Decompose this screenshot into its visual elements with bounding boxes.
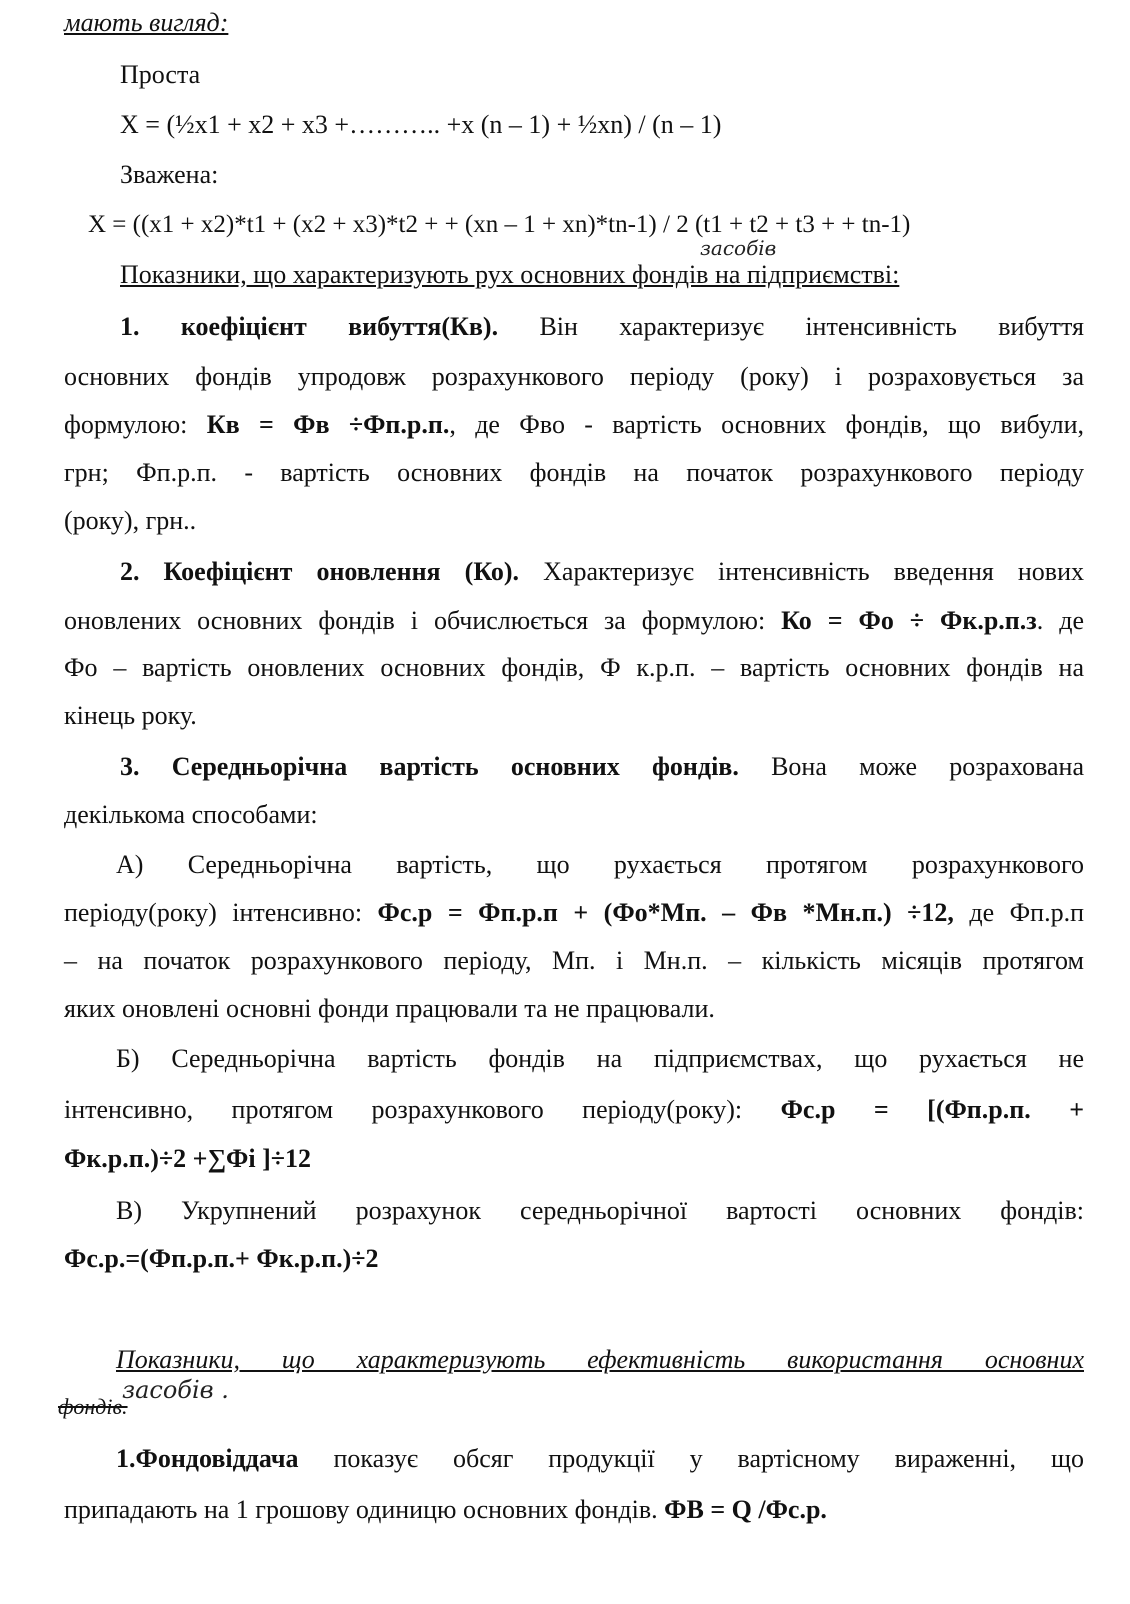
itemA-line3: – на початок розрахункового періоду, Мп. і Мн.п. – кількість місяців протягом	[64, 946, 1084, 975]
item1-title: 1. коефіцієнт вибуття(Кв).	[120, 312, 499, 341]
fv-formula: ФВ = Q /Фс.р.	[664, 1495, 827, 1524]
itemB-formula-part1: Фс.р = [(Фп.р.п. +	[780, 1095, 1085, 1124]
handwritten-note-2: засобів .	[122, 1376, 229, 1404]
top-heading: мають вигляд:	[64, 8, 229, 37]
item1-formula: Кв = Фв ÷Фп.р.п.	[206, 410, 450, 439]
itemA-formula: Фс.р = Фп.р.п + (Фо*Мп. – Фв *Мн.п.) ÷12,	[377, 898, 954, 927]
fv-line2	[64, 1495, 827, 1525]
itemB-line3	[64, 1144, 311, 1174]
fv-title: 1.Фондовіддача	[116, 1444, 299, 1473]
weighted-label: Зважена:	[120, 160, 219, 189]
item2-line2-b: . де	[1036, 606, 1084, 635]
itemA-line2	[64, 898, 1084, 928]
item2-line3: Фо – вартість оновлених основних фондів, Ф к.р.п. – вартість основних фондів на	[64, 653, 1084, 682]
handwritten-note-1: засобів	[700, 236, 777, 260]
item1-line1	[64, 312, 1084, 342]
item2-formula: Ко = Фо ÷ Фк.р.п.з	[781, 606, 1037, 635]
item3-line2: декількома способами:	[64, 800, 318, 829]
item1-line4: грн; Фп.р.п. - вартість основних фондів на початок розрахункового періоду	[64, 458, 1084, 487]
itemA-line2-a: періоду(року) інтенсивно:	[64, 898, 363, 927]
itemB-line2	[64, 1095, 1084, 1125]
weighted-formula: X = ((x1 + x2)*t1 + (x2 + x3)*t2 + + (xn – 1 + xn)*tn-1) / 2 (t1 + t2 + t3 + + tn-1)	[88, 211, 911, 238]
item2-line1	[64, 557, 1084, 587]
item2-title: 2. Коефіцієнт оновлення (Ко).	[120, 557, 520, 586]
item1-line5: (року), грн..	[64, 506, 197, 535]
item3-line1	[64, 752, 1084, 782]
item2-line4: кінець року.	[64, 701, 197, 730]
item2-line2	[64, 606, 1084, 636]
itemV-line2	[64, 1244, 379, 1274]
movement-heading: Показники, що характеризують рух основних фондів на підприємстві:	[120, 260, 900, 289]
item1-line3	[64, 410, 1084, 440]
item3-title: 3. Середньорічна вартість основних фондів.	[120, 752, 739, 781]
itemA-line2-b: де Фп.р.п	[969, 898, 1085, 927]
efficiency-heading-line2: фондів.	[58, 1394, 128, 1419]
itemB-line1: Б) Середньорічна вартість фондів на підприємствах, що рухається не	[116, 1044, 1084, 1073]
fv-text1: показує обсяг продукції у вартісному вираженні, що	[333, 1444, 1084, 1473]
itemV-formula: Фс.р.=(Фп.р.п.+ Фк.р.п.)÷2	[64, 1244, 379, 1273]
item2-line2-a: оновлених основних фондів і обчислюється за формулою:	[64, 606, 766, 635]
item1-line3-b: , де Фво - вартість основних фондів, що вибули,	[449, 410, 1085, 439]
itemA-line4: яких оновлені основні фонди працювали та не працювали.	[64, 994, 715, 1023]
itemB-line2-a: інтенсивно, протягом розрахункового періоду(року):	[64, 1095, 743, 1124]
item1-line3-a: формулою:	[64, 410, 188, 439]
fv-line2-a: припадають на 1 грошову одиницю основних фондів.	[64, 1495, 658, 1524]
item2-text1: Характеризує інтенсивність введення нових	[543, 557, 1084, 586]
item1-line2: основних фондів упродовж розрахункового періоду (року) і розраховується за	[64, 362, 1084, 391]
efficiency-heading: Показники, що характеризують ефективність використання основних	[116, 1345, 1084, 1374]
itemV-line1: В) Укрупнений розрахунок середньорічної вартості основних фондів:	[116, 1196, 1084, 1225]
itemA-line1: А) Середньорічна вартість, що рухається протягом розрахункового	[116, 850, 1084, 879]
simple-formula: X = (½x1 + x2 + x3 +……….. +x (n – 1) + ½xn) / (n – 1)	[120, 110, 722, 139]
item1-text1: Він характеризує інтенсивність вибуття	[539, 312, 1085, 341]
fv-line1	[64, 1444, 1084, 1474]
itemB-formula-part2: Фк.р.п.)÷2 +∑Фі ]÷12	[64, 1144, 312, 1173]
item3-text1: Вона може розрахована	[771, 752, 1085, 781]
simple-label: Проста	[120, 60, 201, 89]
